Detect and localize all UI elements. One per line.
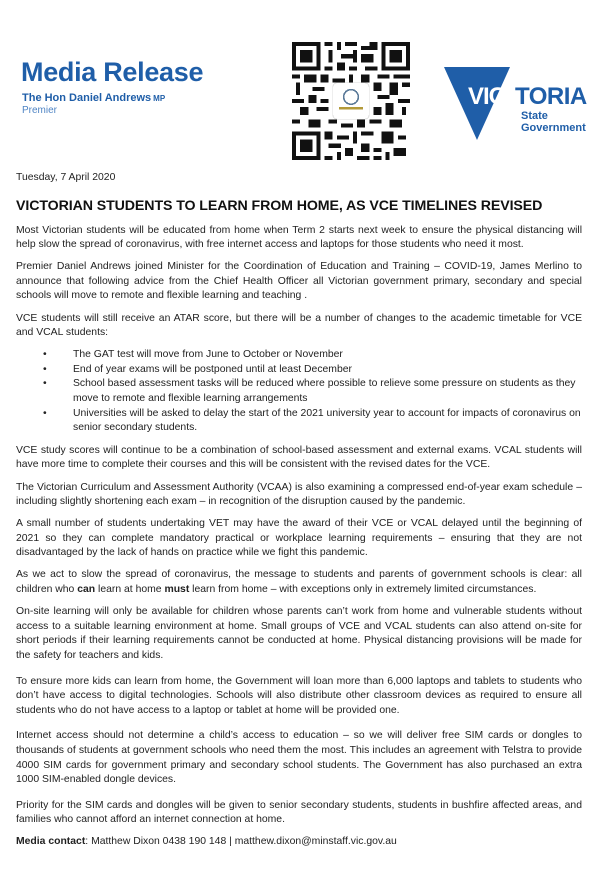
- svg-text:TORIA: TORIA: [515, 83, 587, 110]
- list-item: • Universities will be asked to delay the start of the 2021 university year to account for impacts of coronavirus on senior secondary students.: [59, 407, 582, 436]
- svg-text:VIC: VIC: [468, 83, 506, 110]
- letterhead: [0, 0, 600, 165]
- paragraph-vet: A small number of students undertaking VET may have the award of their VCE or VCAL delayed until the beginning of 2021 so they can complete mandatory practical or workplace learning requirements – ensuring that they are not disadvantaged by the lack of hands on practice while we fight this pandemic.: [16, 518, 582, 559]
- minister-name-text: The Hon Daniel Andrews: [22, 92, 152, 104]
- svg-text:Government: Government: [521, 122, 586, 134]
- media-contact-details: : Matthew Dixon 0438 190 148 | matthew.dixon@minstaff.vic.gov.au: [85, 836, 397, 848]
- list-item: • End of year exams will be postponed until at least December: [59, 363, 582, 378]
- minister-suffix: MP: [153, 94, 166, 103]
- paragraph-study-scores: VCE study scores will continue to be a combination of school-based assessment and external exams. VCAL students will have more time to complete their courses and this will be consistent with the revised dates for the VCE.: [16, 444, 582, 471]
- list-item: • School based assessment tasks will be reduced where possible to relieve some pressure on students as they move to remote and flexible learning arrangements: [59, 377, 582, 406]
- vce-changes-list: [16, 348, 582, 436]
- minister-role: Premier: [22, 105, 58, 116]
- list-item: • The GAT test will move from June to October or November: [59, 348, 582, 363]
- minister-name: [22, 92, 165, 105]
- svg-text:State: State: [521, 110, 548, 122]
- emphasis-can: can: [77, 584, 96, 596]
- paragraph-on-site-learning: On-site learning will only be available for children whose parents can’t work from home and vulnerable students without access to a suitable learning environment at home. Small groups of VCE and VCAL students can also attend on-site for short periods if their learning requirements cannot be conducted at home. Physical distancing provisions will be made for the safety for teachers and kids.: [16, 606, 582, 661]
- release-date: Tuesday, 7 April 2020: [16, 172, 116, 183]
- text-run: learn at home: [95, 584, 165, 596]
- paragraph-priority: Priority for the SIM cards and dongles will be given to senior secondary students, students in bushfire affected areas, and families who cannot afford an internet connection at home.: [16, 799, 582, 826]
- emphasis-must: must: [164, 584, 190, 596]
- paragraph-internet-access: Internet access should not determine a child’s access to education – so we will deliver free SIM cards or dongles to thousands of students at government schools who need them the most. This includes an agreement with Telstra to provide 4000 SIM cards for government primary and secondary school students. The Government has also purchased an extra 1000 SIM-enabled dongle devices.: [16, 730, 582, 786]
- paragraph-vce-changes: VCE students will still receive an ATAR score, but there will be a number of changes to the academic timetable for VCE and VCAL students:: [16, 312, 582, 339]
- text-run: As we act to slow the spread of coronavirus, the message to students and parents of government schools is clear: all children who: [16, 569, 582, 596]
- media-release-title: Media Release: [21, 57, 204, 87]
- victoria-state-government-logo: [444, 64, 594, 144]
- text-run: learn from home – with exceptions only in extremely limited circumstances.: [189, 584, 537, 596]
- press-release-body: [16, 171, 582, 857]
- qr-code-icon: [292, 42, 410, 160]
- paragraph-intro: Most Victorian students will be educated from home when Term 2 starts next week to ensure the physical distancing will help slow the spread of coronavirus, with free internet access and laptops for those students who need it most.: [16, 224, 582, 251]
- paragraph-announcement: Premier Daniel Andrews joined Minister for the Coordination of Education and Training – COVID-19, James Merlino to announce that following advice from the Chief Health Officer all Victorian government primary, secondary and special schools will move to remote and flexible learning and teaching .: [16, 261, 582, 302]
- paragraph-learn-at-home: [16, 568, 582, 597]
- headline: VICTORIAN STUDENTS TO LEARN FROM HOME, AS VCE TIMELINES REVISED: [16, 197, 543, 214]
- media-contact: [16, 835, 582, 850]
- media-contact-label: Media contact: [16, 836, 86, 848]
- paragraph-vcaa: The Victorian Curriculum and Assessment Authority (VCAA) is also examining a compressed end-of-year exam schedule – including slightly shortening each exam – in recognition of the disruption caused by the pandemic.: [16, 481, 582, 508]
- paragraph-laptops: To ensure more kids can learn from home, the Government will loan more than 6,000 laptops and tablets to students who don’t have access to digital technologies. Schools will also distribute other classroom devices as required to ensure all students who do not have access to a laptop or tablet at home will be provided one.: [16, 675, 582, 716]
